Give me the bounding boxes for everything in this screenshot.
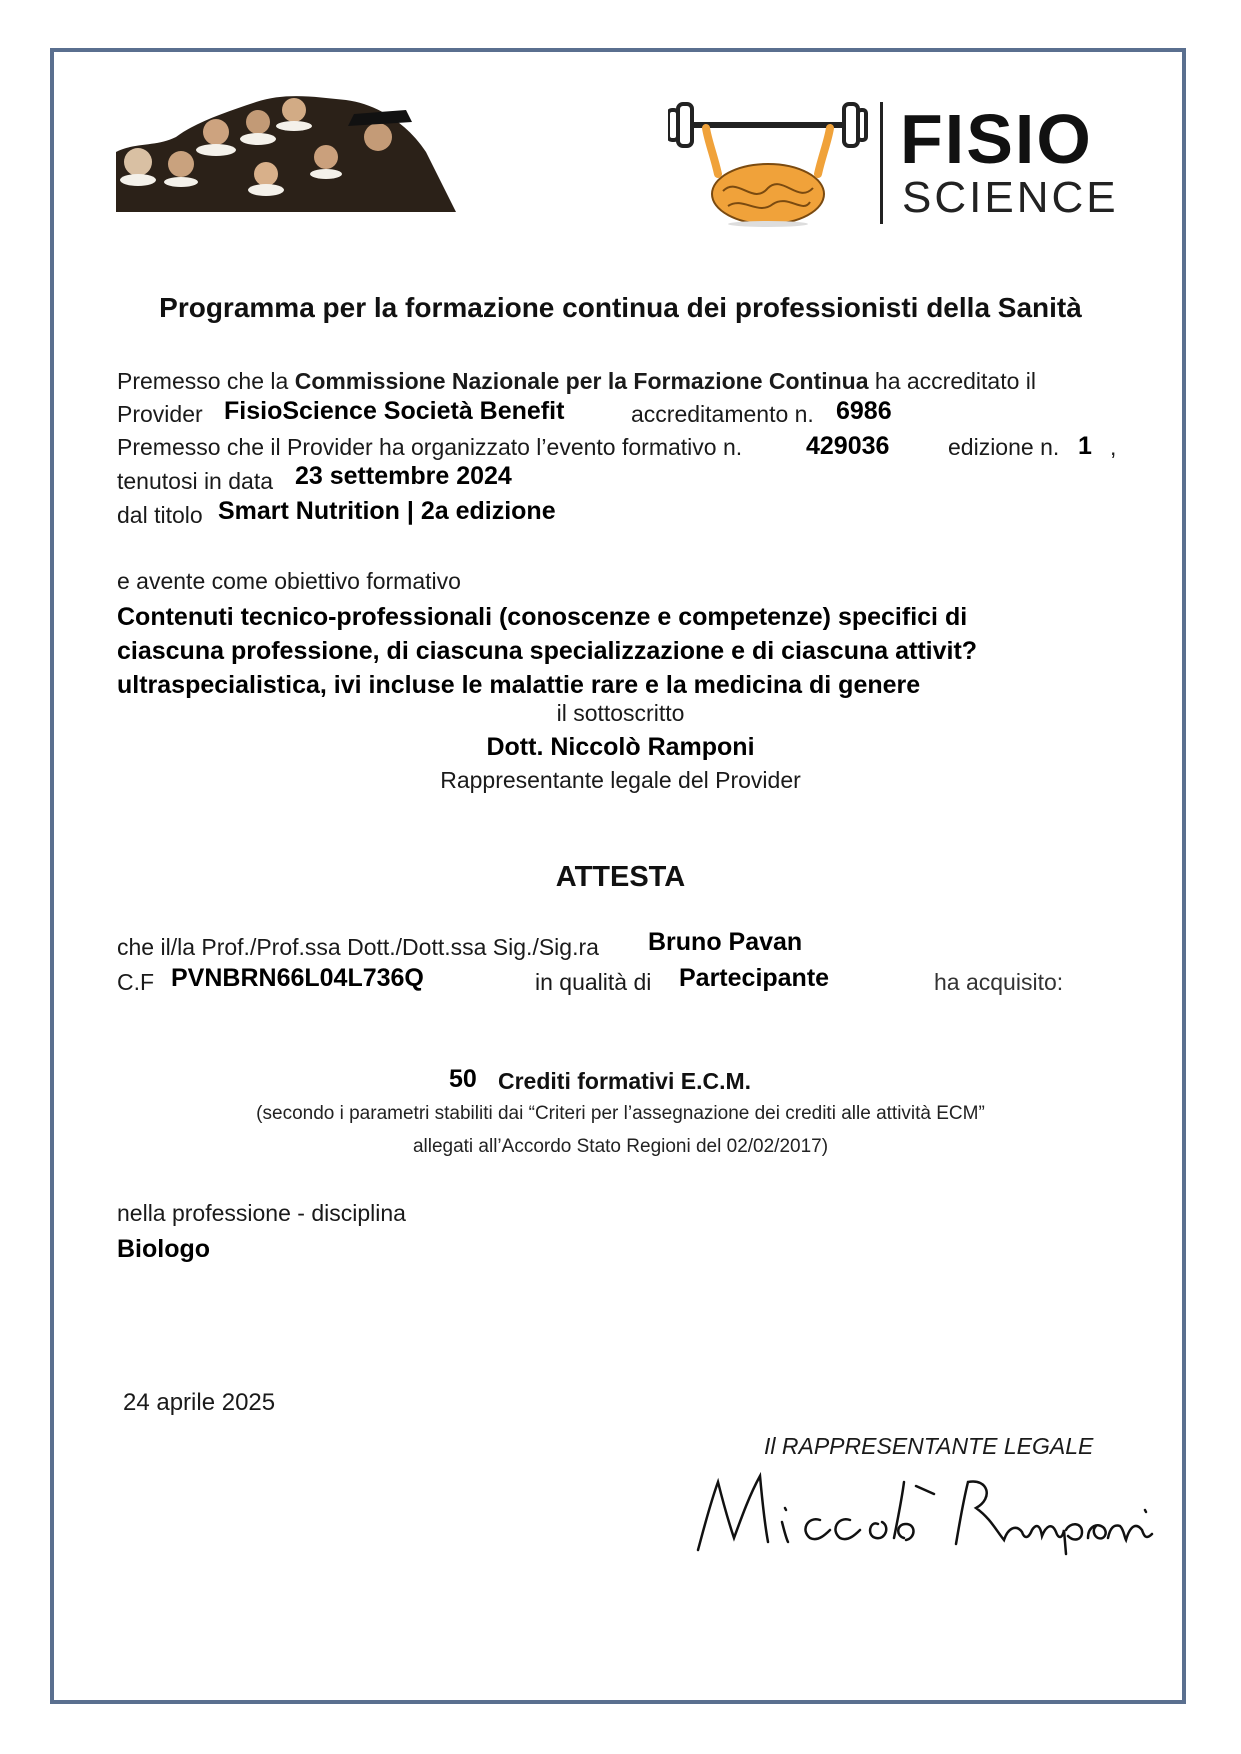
event-number: 429036 — [806, 432, 890, 460]
dumbbell-brain-logo — [668, 96, 868, 228]
intro-line1 — [117, 368, 1036, 395]
participant-prefix: che il/la Prof./Prof.ssa Dott./Dott.ssa Sig./Sig.ra — [117, 934, 599, 960]
participant-role: Partecipante — [679, 964, 830, 992]
credits-note-1: (secondo i parametri stabiliti dai “Criteri per l’assegnazione dei crediti alle attività ECM” — [256, 1103, 985, 1124]
undersigned-role: Rappresentante legale del Provider — [440, 767, 801, 793]
cf-value: PVNBRN66L04L736Q — [171, 964, 424, 992]
provider-label: Provider — [117, 401, 203, 427]
logo-word-science: SCIENCE — [902, 173, 1119, 222]
issue-date: 24 aprile 2025 — [123, 1389, 276, 1416]
intro-line1-c: ha accreditato il — [874, 368, 1037, 394]
commission-name: Commissione Nazionale per la Formazione Continua — [294, 368, 869, 394]
credits-note-2: allegati all’Accordo Stato Regioni del 02/02/2017) — [412, 1136, 829, 1157]
objective-line-2: ciascuna professione, di ciascuna specializzazione e di ciascuna attivit? — [117, 637, 978, 665]
accreditation-label: accreditamento n. — [631, 401, 814, 427]
profession-label: nella professione - disciplina — [117, 1200, 406, 1226]
objective-line-1: Contenuti tecnico-professionali (conoscenze e competenze) specifici di — [117, 603, 968, 631]
page-title: Programma per la formazione continua dei professionisti della Sanità — [159, 292, 1082, 323]
cf-label: C.F — [117, 969, 155, 995]
title-label: dal titolo — [117, 502, 203, 528]
handwritten-signature — [690, 1468, 1160, 1558]
event-intro-text: Premesso che il Provider ha organizzato l’evento formativo n. — [117, 434, 743, 460]
accreditation-number: 6986 — [836, 397, 892, 425]
edition-comma: , — [1110, 434, 1117, 460]
event-title: Smart Nutrition | 2a edizione — [218, 497, 556, 525]
provider-name: FisioScience Società Benefit — [224, 397, 565, 425]
edition-label: edizione n. — [948, 434, 1060, 460]
objective-line-3: ultraspecialistica, ivi incluse le malattie rare e la medicina di genere — [117, 671, 921, 699]
edition-number: 1 — [1078, 432, 1092, 460]
intro-line1-a: Premesso che la — [117, 368, 289, 394]
profession-value: Biologo — [117, 1235, 211, 1263]
date-label: tenutosi in data — [117, 468, 274, 494]
credits-label: Crediti formativi E.C.M. — [498, 1068, 752, 1094]
undersigned-label: il sottoscritto — [556, 700, 685, 726]
logo-word-fisio: FISIO — [900, 100, 1093, 178]
logo-divider — [880, 102, 883, 224]
attesta-heading: ATTESTA — [555, 861, 686, 893]
signer-title: Il RAPPRESENTANTE LEGALE — [764, 1433, 1094, 1459]
objective-label: e avente come obiettivo formativo — [117, 568, 461, 594]
participant-name: Bruno Pavan — [648, 928, 803, 956]
role-label: in qualità di — [535, 969, 652, 995]
painting-illustration — [116, 92, 456, 212]
acquired-label: ha acquisito: — [934, 969, 1064, 995]
event-date: 23 settembre 2024 — [295, 462, 512, 490]
undersigned-name: Dott. Niccolò Ramponi — [486, 733, 755, 761]
credits-number: 50 — [449, 1065, 477, 1093]
